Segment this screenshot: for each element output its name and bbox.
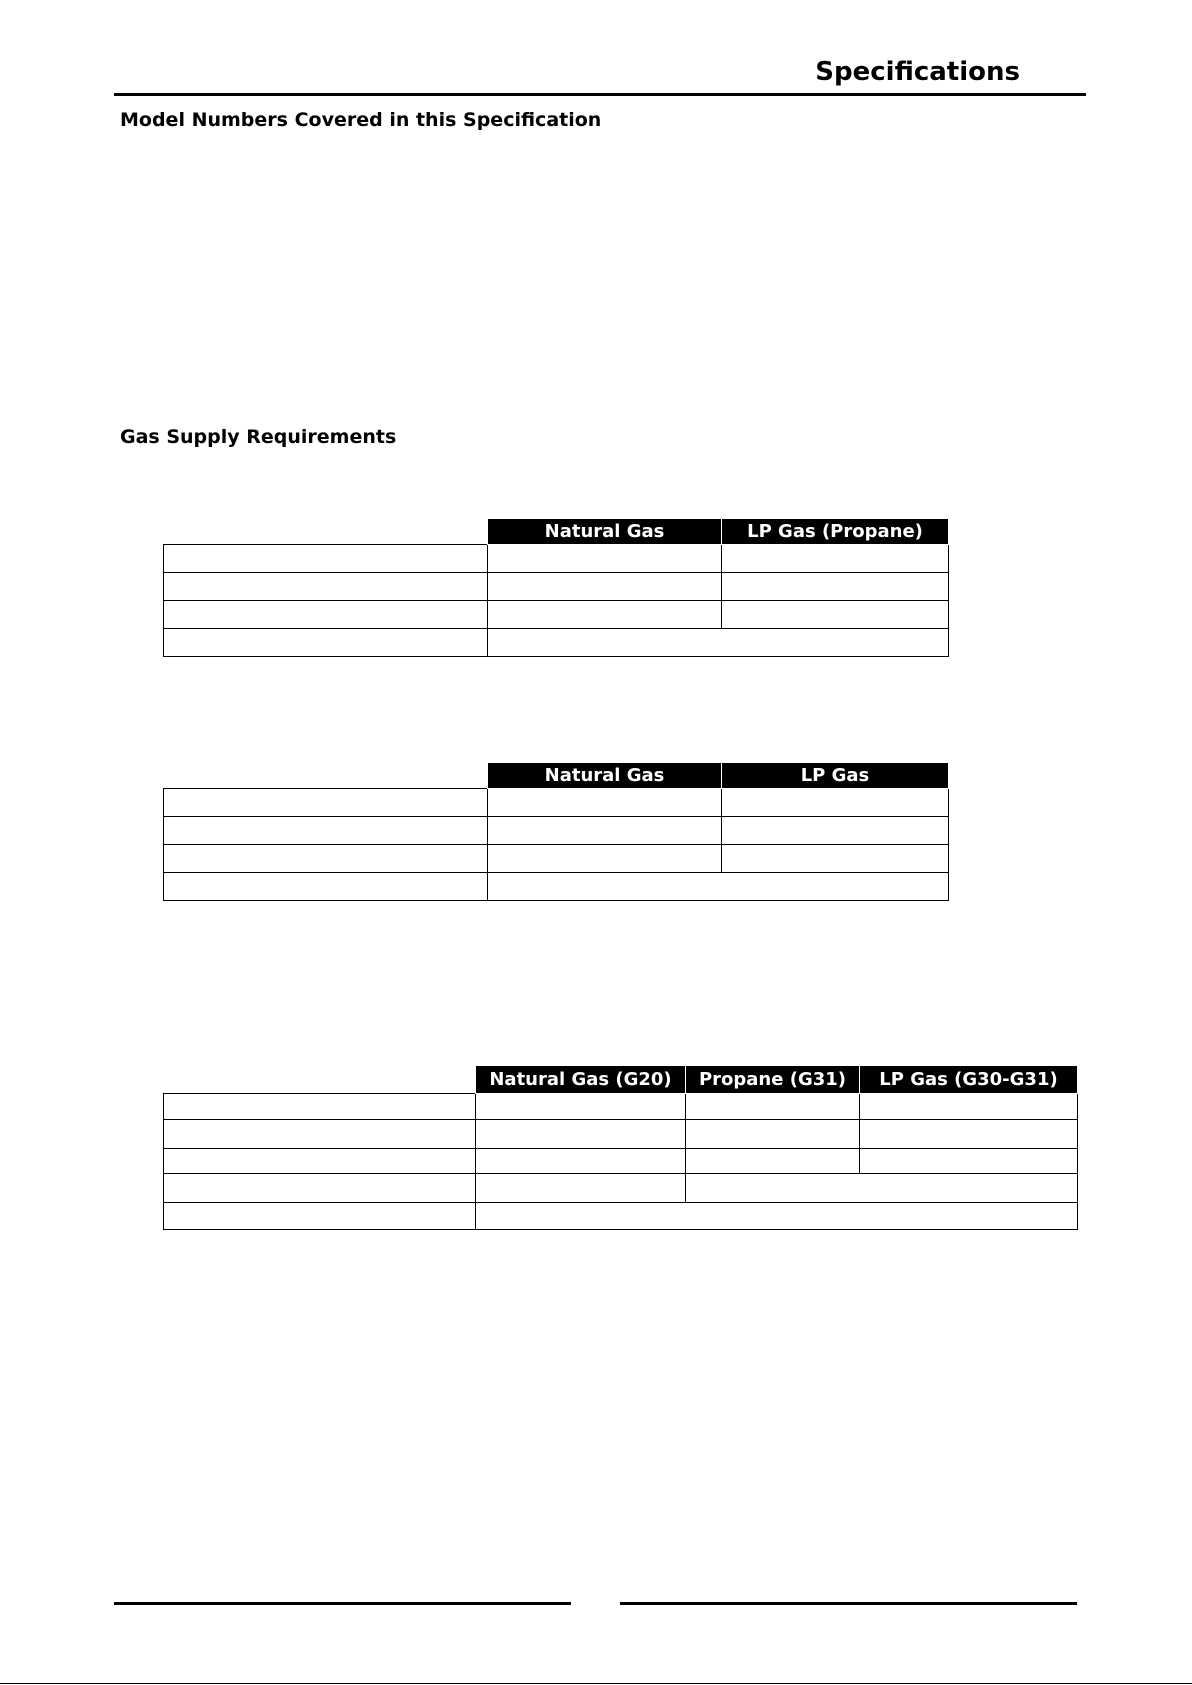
col-header-propane-g31: Propane (G31)	[686, 1066, 860, 1094]
table-cell	[722, 545, 949, 573]
table-cell	[164, 1174, 476, 1203]
table-header-row	[164, 763, 949, 789]
table-row	[164, 817, 949, 845]
table-cell	[686, 1120, 860, 1149]
table-cell	[164, 1149, 476, 1174]
table-cell	[164, 545, 488, 573]
gas-table-1	[163, 518, 949, 657]
header-rule	[114, 93, 1086, 96]
table-cell	[488, 545, 722, 573]
table-cell	[722, 817, 949, 845]
table-row	[164, 845, 949, 873]
table-cell-merged	[488, 629, 949, 657]
gas-table-3	[163, 1065, 1078, 1230]
table-header-blank	[164, 519, 488, 545]
table-cell	[164, 629, 488, 657]
table-cell	[164, 1203, 476, 1230]
page-title: Specifications	[815, 57, 1020, 87]
table-cell	[860, 1120, 1078, 1149]
footer-rule-right	[620, 1602, 1077, 1605]
table-cell	[488, 601, 722, 629]
table-cell	[488, 845, 722, 873]
table-cell	[164, 601, 488, 629]
table-row	[164, 873, 949, 901]
col-header-natural-gas: Natural Gas	[488, 763, 722, 789]
table-cell	[488, 573, 722, 601]
table-cell	[164, 573, 488, 601]
table-cell	[860, 1094, 1078, 1120]
table-cell	[164, 789, 488, 817]
table-header-blank	[164, 1066, 476, 1094]
table-row	[164, 601, 949, 629]
table-cell	[164, 817, 488, 845]
table-row	[164, 573, 949, 601]
table-row	[164, 1120, 1078, 1149]
table-header-row	[164, 519, 949, 545]
table-row	[164, 789, 949, 817]
gas-table-2	[163, 762, 949, 901]
table-cell	[476, 1149, 686, 1174]
col-header-lp-gas: LP Gas	[722, 763, 949, 789]
table-row	[164, 1149, 1078, 1174]
table-cell	[722, 601, 949, 629]
table-cell-merged	[686, 1174, 1078, 1203]
table-cell	[476, 1174, 686, 1203]
table-cell-merged	[476, 1203, 1078, 1230]
table-cell	[488, 789, 722, 817]
table-cell	[164, 873, 488, 901]
table-row	[164, 629, 949, 657]
page-bottom-rule	[0, 1683, 1192, 1684]
table-cell	[722, 573, 949, 601]
table-row	[164, 1094, 1078, 1120]
table-cell	[722, 789, 949, 817]
table-cell	[164, 845, 488, 873]
col-header-lp-gas-g30-g31: LP Gas (G30-G31)	[860, 1066, 1078, 1094]
col-header-natural-gas: Natural Gas	[488, 519, 722, 545]
table-header-blank	[164, 763, 488, 789]
table-cell	[476, 1094, 686, 1120]
table-row	[164, 1203, 1078, 1230]
table-cell-merged	[488, 873, 949, 901]
table-cell	[164, 1094, 476, 1120]
table-cell	[686, 1094, 860, 1120]
col-header-lp-gas-propane: LP Gas (Propane)	[722, 519, 949, 545]
table-row	[164, 545, 949, 573]
table-cell	[722, 845, 949, 873]
model-numbers-heading: Model Numbers Covered in this Specification	[120, 109, 602, 131]
col-header-natural-gas-g20: Natural Gas (G20)	[476, 1066, 686, 1094]
table-cell	[476, 1120, 686, 1149]
footer-rule-left	[114, 1602, 571, 1605]
table-header-row	[164, 1066, 1078, 1094]
table-cell	[164, 1120, 476, 1149]
table-cell	[686, 1149, 860, 1174]
gas-supply-heading: Gas Supply Requirements	[120, 426, 397, 448]
table-row	[164, 1174, 1078, 1203]
table-cell	[860, 1149, 1078, 1174]
table-cell	[488, 817, 722, 845]
